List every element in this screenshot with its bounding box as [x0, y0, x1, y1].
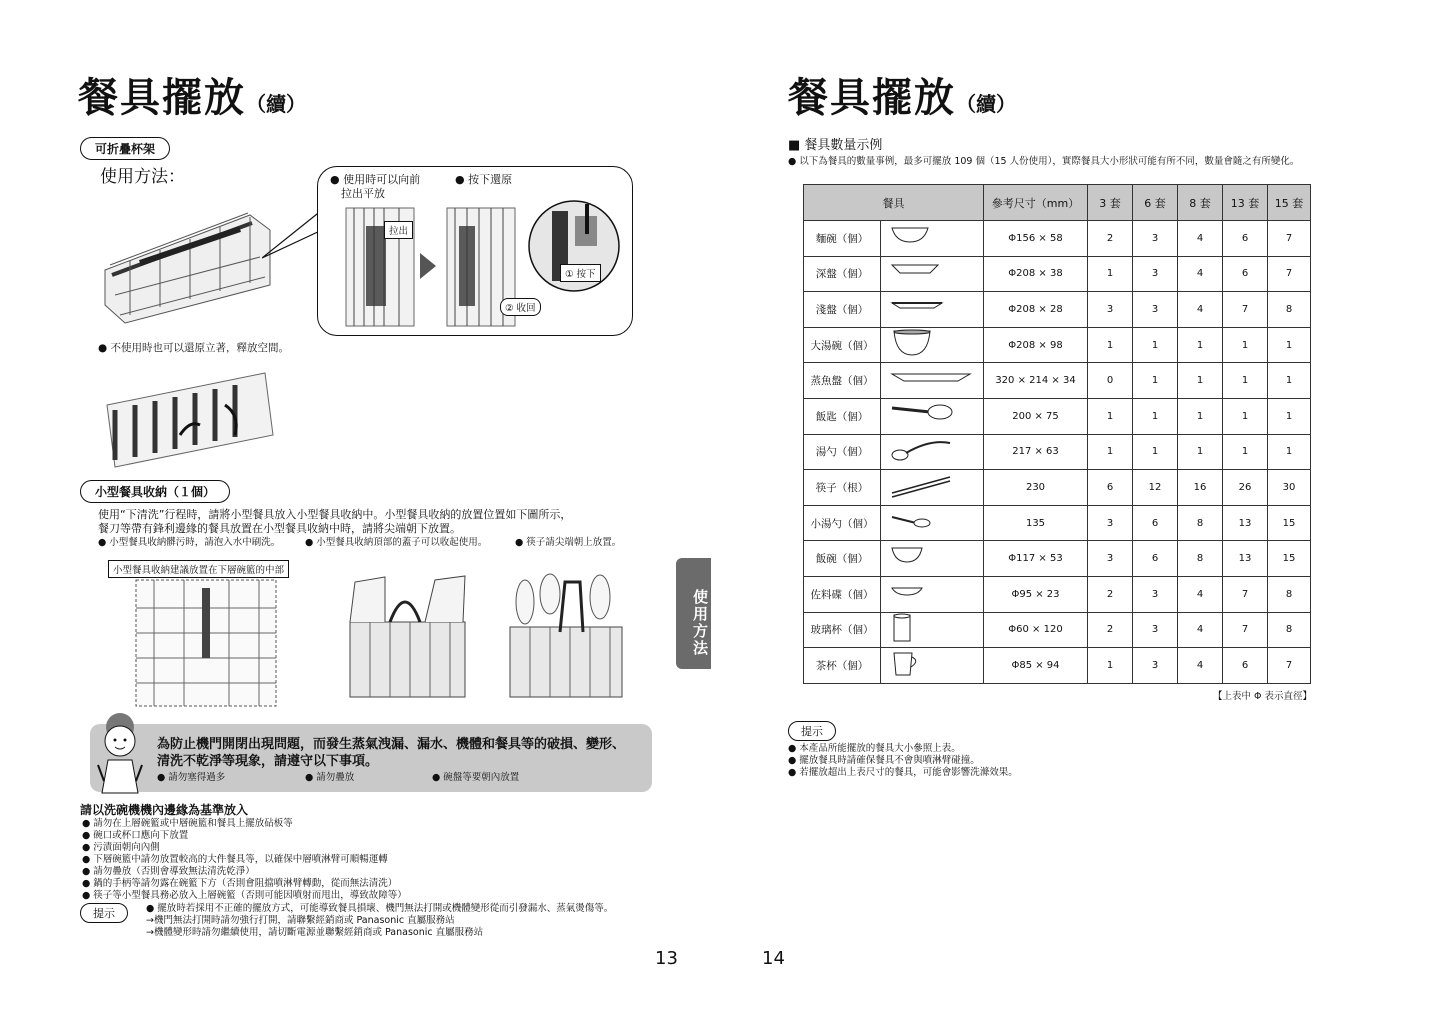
callout-pointer — [262, 200, 324, 260]
dish-icon-cell — [881, 398, 984, 434]
warning-item: ● 請勿塞得過多 — [157, 772, 226, 783]
foldable-cup-rack-pill: 可折疊杯架 — [80, 137, 170, 160]
warning-text-2: 清洗不乾淨等現象，請遵守以下事項。 — [157, 754, 379, 769]
small-cutlery-basket-pill: 小型餐具收納（１個） — [80, 480, 230, 503]
rice-paddle-icon — [890, 400, 974, 430]
dish-size-cell: Φ117 × 53 — [984, 541, 1088, 577]
rule-item: ● 鍋的手柄等請勿露在碗籃下方（否則會阻擋噴淋臂轉動，從而無法清洗） — [82, 878, 398, 889]
count-8-sets-cell: 4 — [1178, 612, 1223, 648]
count-15-sets-cell: 7 — [1268, 648, 1311, 684]
table-row — [804, 398, 1311, 434]
tableware-intro: ● 以下為餐具的數量事例，最多可擺放 109 個（15 人份使用），實際餐具大小形狀可能有所不同，數量會隨之有所變化。 — [788, 156, 1300, 167]
dish-icon-cell — [881, 327, 984, 363]
count-3-sets-cell: 2 — [1088, 576, 1133, 612]
small-spoon-icon — [890, 507, 974, 537]
dish-icon-cell — [881, 648, 984, 684]
section2-bullet: ● 小型餐具收納髒污時，請泡入水中刷洗。 — [98, 537, 281, 548]
dish-icon-cell — [881, 541, 984, 577]
table-row — [804, 612, 1311, 648]
count-8-sets-cell: 8 — [1178, 505, 1223, 541]
count-13-sets-cell: 7 — [1223, 576, 1268, 612]
rule-item: ● 請勿在上層碗籃或中層碗籃和餐具上擺放砧板等 — [82, 818, 293, 829]
table-row — [804, 648, 1311, 684]
fish-plate-icon — [890, 364, 974, 394]
tableware-count-table — [803, 184, 1311, 684]
count-13-sets-cell: 1 — [1223, 363, 1268, 399]
lower-basket-illustration — [134, 578, 279, 710]
rule-item: ● 碗口或杯口應向下放置 — [82, 830, 189, 841]
count-6-sets-cell: 3 — [1133, 292, 1178, 328]
count-13-sets-cell: 7 — [1223, 612, 1268, 648]
count-8-sets-cell: 1 — [1178, 398, 1223, 434]
pull-out-tag: 拉出 — [384, 221, 413, 239]
table-row — [804, 221, 1311, 257]
count-3-sets-cell: 1 — [1088, 398, 1133, 434]
count-15-sets-cell: 15 — [1268, 541, 1311, 577]
table-row — [804, 576, 1311, 612]
dish-icon-cell — [881, 470, 984, 506]
header-3-sets: 3 套 — [1088, 185, 1133, 221]
count-13-sets-cell: 26 — [1223, 470, 1268, 506]
table-header-row — [804, 185, 1311, 221]
dish-name-cell: 飯碗（個） — [804, 541, 881, 577]
count-6-sets-cell: 3 — [1133, 221, 1178, 257]
count-6-sets-cell: 1 — [1133, 398, 1178, 434]
dish-size-cell: 320 × 214 × 34 — [984, 363, 1088, 399]
retract-tag: ② 收回 — [500, 298, 541, 316]
rack-stored-illustration — [105, 365, 275, 470]
right-tip-item: ● 若擺放超出上表尺寸的餐具，可能會影響洗滌效果。 — [788, 767, 1018, 778]
count-8-sets-cell: 4 — [1178, 576, 1223, 612]
count-15-sets-cell: 8 — [1268, 612, 1311, 648]
note-unused: ● 不使用時也可以還原立著，釋放空間。 — [98, 342, 289, 354]
count-15-sets-cell: 30 — [1268, 470, 1311, 506]
warning-item: ● 碗盤等要朝內放置 — [432, 772, 520, 783]
cup-rack-illustration — [100, 195, 275, 325]
dish-size-cell: 135 — [984, 505, 1088, 541]
count-3-sets-cell: 1 — [1088, 434, 1133, 470]
count-8-sets-cell: 16 — [1178, 470, 1223, 506]
count-6-sets-cell: 3 — [1133, 612, 1178, 648]
soup-bowl-icon — [890, 329, 974, 359]
count-3-sets-cell: 3 — [1088, 505, 1133, 541]
arrow-right-icon — [420, 253, 438, 279]
count-15-sets-cell: 7 — [1268, 221, 1311, 257]
dish-size-cell: 217 × 63 — [984, 434, 1088, 470]
count-8-sets-cell: 4 — [1178, 221, 1223, 257]
table-row — [804, 541, 1311, 577]
callout-note-press: ● 按下還原 — [455, 173, 513, 186]
chopsticks-icon — [890, 471, 974, 501]
count-3-sets-cell: 6 — [1088, 470, 1133, 506]
dish-icon-cell — [881, 505, 984, 541]
dish-name-cell: 湯勺（個） — [804, 434, 881, 470]
rule-item: ● 污漬面朝向內側 — [82, 842, 160, 853]
count-13-sets-cell: 1 — [1223, 327, 1268, 363]
dish-name-cell: 小湯勺（個） — [804, 505, 881, 541]
section2-bullet: ● 筷子請尖端朝上放置。 — [515, 537, 622, 548]
usage-label: 使用方法： — [100, 167, 185, 187]
press-tag: ① 按下 — [560, 264, 601, 282]
header-6-sets: 6 套 — [1133, 185, 1178, 221]
table-row — [804, 327, 1311, 363]
dish-name-cell: 蒸魚盤（個） — [804, 363, 881, 399]
count-8-sets-cell: 4 — [1178, 292, 1223, 328]
left-tip-pill: 提示 — [80, 903, 128, 923]
count-6-sets-cell: 1 — [1133, 327, 1178, 363]
count-15-sets-cell: 1 — [1268, 434, 1311, 470]
right-page-title: 餐具擺放（續） — [788, 75, 1016, 121]
count-6-sets-cell: 6 — [1133, 541, 1178, 577]
placement-tag: 小型餐具收納建議放置在下層碗籃的中部 — [108, 560, 289, 578]
count-13-sets-cell: 6 — [1223, 221, 1268, 257]
table-row — [804, 470, 1311, 506]
count-13-sets-cell: 6 — [1223, 256, 1268, 292]
count-8-sets-cell: 1 — [1178, 327, 1223, 363]
rules-heading: 請以洗碗機機內邊緣為基準放入 — [80, 803, 249, 817]
header-15-sets: 15 套 — [1268, 185, 1311, 221]
basket-with-utensils-illustration — [505, 572, 630, 702]
count-8-sets-cell: 4 — [1178, 256, 1223, 292]
count-13-sets-cell: 13 — [1223, 505, 1268, 541]
dish-name-cell: 淺盤（個） — [804, 292, 881, 328]
dish-name-cell: 茶杯（個） — [804, 648, 881, 684]
count-3-sets-cell: 2 — [1088, 612, 1133, 648]
dish-icon-cell — [881, 434, 984, 470]
usage-side-tab: 使用方法 — [676, 558, 711, 669]
rule-item: ● 下層碗籃中請勿放置較高的大件餐具等，以確保中層噴淋臂可順暢運轉 — [82, 854, 388, 865]
dish-size-cell: Φ208 × 28 — [984, 292, 1088, 328]
dish-name-cell: 飯匙（個） — [804, 398, 881, 434]
rice-bowl-icon — [890, 542, 974, 572]
section2-bullet: ● 小型餐具收納頂部的蓋子可以收起使用。 — [305, 537, 488, 548]
dish-size-cell: Φ60 × 120 — [984, 612, 1088, 648]
left-tip-line3: →機體變形時請勿繼續使用，請切斷電源並聯繫經銷商或 Panasonic 直屬服務站 — [146, 927, 484, 938]
dish-size-cell: 230 — [984, 470, 1088, 506]
count-13-sets-cell: 13 — [1223, 541, 1268, 577]
count-3-sets-cell: 3 — [1088, 541, 1133, 577]
count-15-sets-cell: 1 — [1268, 363, 1311, 399]
count-6-sets-cell: 3 — [1133, 576, 1178, 612]
section2-para2: 餐刀等帶有鋒利邊緣的餐具放置在小型餐具收納中時，請將尖端朝下放置。 — [98, 522, 461, 535]
count-8-sets-cell: 1 — [1178, 434, 1223, 470]
glass-icon — [890, 613, 974, 643]
header-size: 參考尺寸（mm） — [984, 185, 1088, 221]
table-row — [804, 434, 1311, 470]
dish-icon-cell — [881, 221, 984, 257]
teacup-icon — [890, 649, 974, 679]
count-6-sets-cell: 1 — [1133, 434, 1178, 470]
count-3-sets-cell: 1 — [1088, 256, 1133, 292]
table-row — [804, 292, 1311, 328]
count-8-sets-cell: 8 — [1178, 541, 1223, 577]
count-3-sets-cell: 2 — [1088, 221, 1133, 257]
header-dish: 餐具 — [804, 185, 984, 221]
count-13-sets-cell: 7 — [1223, 292, 1268, 328]
header-8-sets: 8 套 — [1178, 185, 1223, 221]
count-15-sets-cell: 15 — [1268, 505, 1311, 541]
rule-item: ● 請勿疊放（否則會導致無法清洗乾淨） — [82, 866, 255, 877]
left-tip-line1: ● 擺放時若採用不正確的擺放方式，可能導致餐具損壞、機門無法打開或機體變形從而引發漏水、蒸氣燙傷等。 — [146, 903, 614, 914]
advisor-avatar — [90, 705, 150, 795]
dish-size-cell: 200 × 75 — [984, 398, 1088, 434]
count-3-sets-cell: 1 — [1088, 327, 1133, 363]
count-6-sets-cell: 1 — [1133, 363, 1178, 399]
count-3-sets-cell: 0 — [1088, 363, 1133, 399]
dish-name-cell: 深盤（個） — [804, 256, 881, 292]
right-page-title-sub: （續） — [956, 92, 1016, 116]
left-page-number: 13 — [655, 948, 678, 969]
dish-size-cell: Φ85 × 94 — [984, 648, 1088, 684]
left-page-title: 餐具擺放（續） — [78, 75, 306, 121]
count-15-sets-cell: 1 — [1268, 398, 1311, 434]
table-note: 【上表中 Φ 表示直徑】 — [1213, 691, 1313, 702]
dish-name-cell: 佐料碟（個） — [804, 576, 881, 612]
dish-size-cell: Φ208 × 38 — [984, 256, 1088, 292]
count-6-sets-cell: 12 — [1133, 470, 1178, 506]
dish-size-cell: Φ208 × 98 — [984, 327, 1088, 363]
ladle-icon — [890, 435, 974, 465]
dish-icon-cell — [881, 612, 984, 648]
count-13-sets-cell: 6 — [1223, 648, 1268, 684]
dish-icon-cell — [881, 576, 984, 612]
right-tip-item: ● 擺放餐具時請確保餐具不會與噴淋臂碰撞。 — [788, 755, 980, 766]
dish-name-cell: 筷子（根） — [804, 470, 881, 506]
count-8-sets-cell: 1 — [1178, 363, 1223, 399]
count-6-sets-cell: 3 — [1133, 648, 1178, 684]
tableware-section-heading: ■ 餐具數量示例 — [788, 138, 883, 153]
section2-para1: 使用“下清洗”行程時，請將小型餐具放入小型餐具收納中。小型餐具收納的放置位置如下圖所示， — [98, 508, 572, 521]
table-row — [804, 505, 1311, 541]
dish-name-cell: 麵碗（個） — [804, 221, 881, 257]
dish-size-cell: Φ156 × 58 — [984, 221, 1088, 257]
count-3-sets-cell: 3 — [1088, 292, 1133, 328]
table-row — [804, 363, 1311, 399]
callout-note-pull: ● 使用時可以向前 拉出平放 — [330, 173, 421, 200]
count-15-sets-cell: 8 — [1268, 292, 1311, 328]
right-page-number: 14 — [762, 948, 785, 969]
table-row — [804, 256, 1311, 292]
left-page-title-sub: （續） — [246, 92, 306, 116]
deep-plate-icon — [890, 257, 974, 287]
count-13-sets-cell: 1 — [1223, 398, 1268, 434]
dish-size-cell: Φ95 × 23 — [984, 576, 1088, 612]
count-13-sets-cell: 1 — [1223, 434, 1268, 470]
count-15-sets-cell: 1 — [1268, 327, 1311, 363]
dish-icon-cell — [881, 256, 984, 292]
noodle-bowl-icon — [890, 222, 974, 252]
count-6-sets-cell: 6 — [1133, 505, 1178, 541]
dish-icon-cell — [881, 363, 984, 399]
count-6-sets-cell: 3 — [1133, 256, 1178, 292]
basket-lid-open-illustration — [345, 572, 475, 702]
dish-name-cell: 玻璃杯（個） — [804, 612, 881, 648]
warning-text-1: 為防止機門開閉出現問題，而發生蒸氣洩漏、漏水、機體和餐具等的破損、變形、 — [157, 737, 626, 752]
count-8-sets-cell: 4 — [1178, 648, 1223, 684]
header-13-sets: 13 套 — [1223, 185, 1268, 221]
count-15-sets-cell: 7 — [1268, 256, 1311, 292]
rule-item: ● 筷子等小型餐具務必放入上層碗籃（否則可能因噴射而甩出，導致故障等） — [82, 890, 407, 901]
dish-name-cell: 大湯碗（個） — [804, 327, 881, 363]
dish-icon-cell — [881, 292, 984, 328]
left-tip-line2: →機門無法打開時請勿強行打開，請聯繫經銷商或 Panasonic 直屬服務站 — [146, 915, 455, 926]
warning-item: ● 請勿疊放 — [305, 772, 355, 783]
shallow-plate-icon — [890, 293, 974, 323]
count-3-sets-cell: 1 — [1088, 648, 1133, 684]
right-tip-pill: 提示 — [788, 721, 836, 741]
sauce-dish-icon — [890, 578, 974, 608]
count-15-sets-cell: 8 — [1268, 576, 1311, 612]
right-tip-item: ● 本產品所能擺放的餐具大小參照上表。 — [788, 743, 961, 754]
